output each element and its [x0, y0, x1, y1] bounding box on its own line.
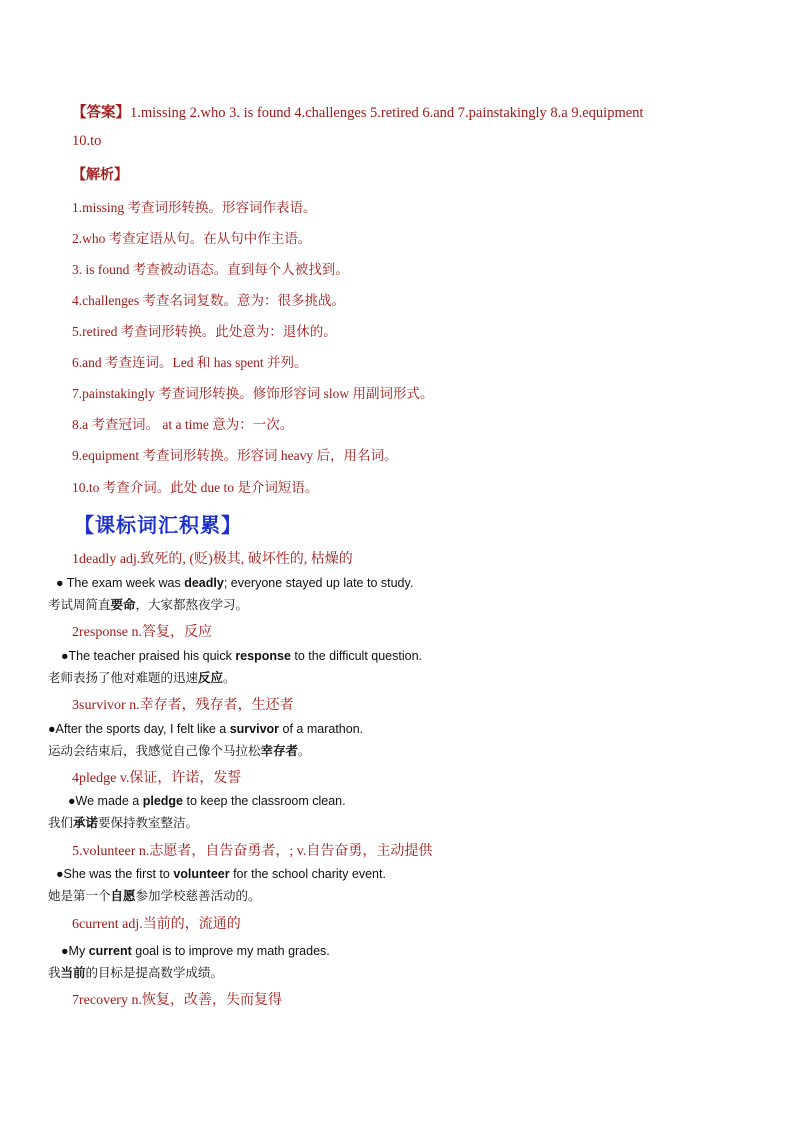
vocab-example-zh-6 [48, 963, 223, 981]
analysis-item-3: 3. is found 考查被动语态。直到每个人被找到。 [72, 262, 349, 277]
vocab-example-zh-4 [48, 813, 198, 831]
example-keyword: pledge [142, 794, 184, 808]
answer-text: 1.missing 2.who 3. is found 4.challenges 5.retired 6.and 7.painstakingly 8.a 9.equipment [130, 105, 644, 121]
vocab-example-en-1 [56, 576, 413, 590]
vocab-example-en-4 [68, 794, 346, 808]
vocab-example-zh-2 [48, 668, 236, 686]
translation-keyword: 反应 [198, 671, 224, 685]
example-text: of a marathon. [279, 722, 364, 736]
translation-text: ，大家都熬夜学习。 [135, 598, 249, 612]
example-text: to keep the classroom clean. [183, 794, 346, 808]
example-keyword: response [235, 649, 291, 663]
vocab-head-6: 6current adj.当前的，流通的 [72, 917, 241, 932]
vocab-example-zh-1 [48, 595, 248, 613]
translation-text: 。 [223, 671, 236, 685]
analysis-item-6: 6.and 考查连词。Led 和 has spent 并列。 [72, 355, 308, 370]
example-keyword: current [88, 944, 132, 958]
analysis-item-9: 9.equipment 考查词形转换。形容词 heavy 后，用名词。 [72, 448, 398, 463]
vocab-example-en-2 [61, 649, 422, 663]
answer-continuation: 10.to [72, 133, 102, 149]
translation-text: 参加学校慈善活动的。 [135, 889, 261, 903]
analysis-item-5: 5.retired 考查词形转换。此处意为：退休的。 [72, 324, 337, 339]
translation-text: 老师表扬了他对难题的迅速 [48, 671, 199, 685]
analysis-item-4: 4.challenges 考查名词复数。意为：很多挑战。 [72, 293, 345, 308]
vocab-head-3: 3survivor n.幸存者，残存者，生还者 [72, 698, 294, 713]
example-keyword: deadly [184, 576, 224, 590]
translation-text: 我们 [48, 816, 74, 830]
vocab-example-en-6 [61, 944, 330, 958]
analysis-item-1: 1.missing 考查词形转换。形容词作表语。 [72, 200, 317, 215]
example-text: to the difficult question. [290, 649, 423, 663]
translation-text: 考试周简直 [48, 598, 111, 612]
analysis-item-2: 2.who 考查定语从句。在从句中作主语。 [72, 231, 312, 246]
translation-keyword: 幸存者 [260, 744, 299, 758]
example-text: ●The teacher praised his quick [61, 649, 236, 663]
answer-label: 【答案】 [72, 105, 130, 121]
vocab-head-7: 7recovery n.恢复，改善，失而复得 [72, 993, 282, 1008]
translation-text: 。 [298, 744, 311, 758]
translation-keyword: 要命 [110, 598, 136, 612]
translation-text: 的目标是提高数学成绩。 [85, 966, 224, 980]
analysis-item-8: 8.a 考查冠词。 at a time 意为：一次。 [72, 417, 294, 432]
vocab-head-5: 5.volunteer n.志愿者，自告奋勇者，; v.自告奋勇，主动提供 [72, 844, 433, 859]
vocab-example-zh-3 [48, 741, 311, 759]
translation-text: 她是第一个 [48, 889, 111, 903]
translation-text: 运动会结束后，我感觉自己像个马拉松 [48, 744, 261, 758]
analysis-item-10: 10.to 考查介词。此处 due to 是介词短语。 [72, 480, 319, 495]
section-title: 【课标词汇积累】 [74, 513, 242, 537]
example-text: ● The exam week was [56, 576, 185, 590]
analysis-item-7: 7.painstakingly 考查词形转换。修饰形容词 slow 用副词形式。 [72, 386, 434, 401]
vocab-head-4: 4pledge v.保证，许诺，发誓 [72, 771, 242, 786]
analysis-label: 【解析】 [72, 168, 128, 183]
example-text: goal is to improve my math grades. [131, 944, 330, 958]
vocab-head-2: 2response n.答复，反应 [72, 625, 212, 640]
translation-keyword: 自愿 [110, 889, 136, 903]
example-text: ●After the sports day, I felt like a [48, 722, 230, 736]
vocab-example-zh-5 [48, 886, 261, 904]
example-text: ; everyone stayed up late to study. [223, 576, 414, 590]
example-text: ●We made a [68, 794, 143, 808]
answer-line [72, 101, 643, 122]
vocab-example-en-5 [56, 867, 386, 881]
translation-text: 我 [48, 966, 61, 980]
example-keyword: survivor [229, 722, 280, 736]
translation-keyword: 当前 [60, 966, 86, 980]
translation-keyword: 承诺 [73, 816, 99, 830]
example-text: for the school charity event. [229, 867, 386, 881]
vocab-head-1: 1deadly adj.致死的, (贬)极其, 破坏性的, 枯燥的 [72, 552, 353, 567]
translation-text: 要保持教室整洁。 [98, 816, 199, 830]
example-text: ●My [61, 944, 89, 958]
example-keyword: volunteer [173, 867, 230, 881]
vocab-example-en-3 [48, 722, 363, 736]
example-text: ●She was the first to [56, 867, 174, 881]
